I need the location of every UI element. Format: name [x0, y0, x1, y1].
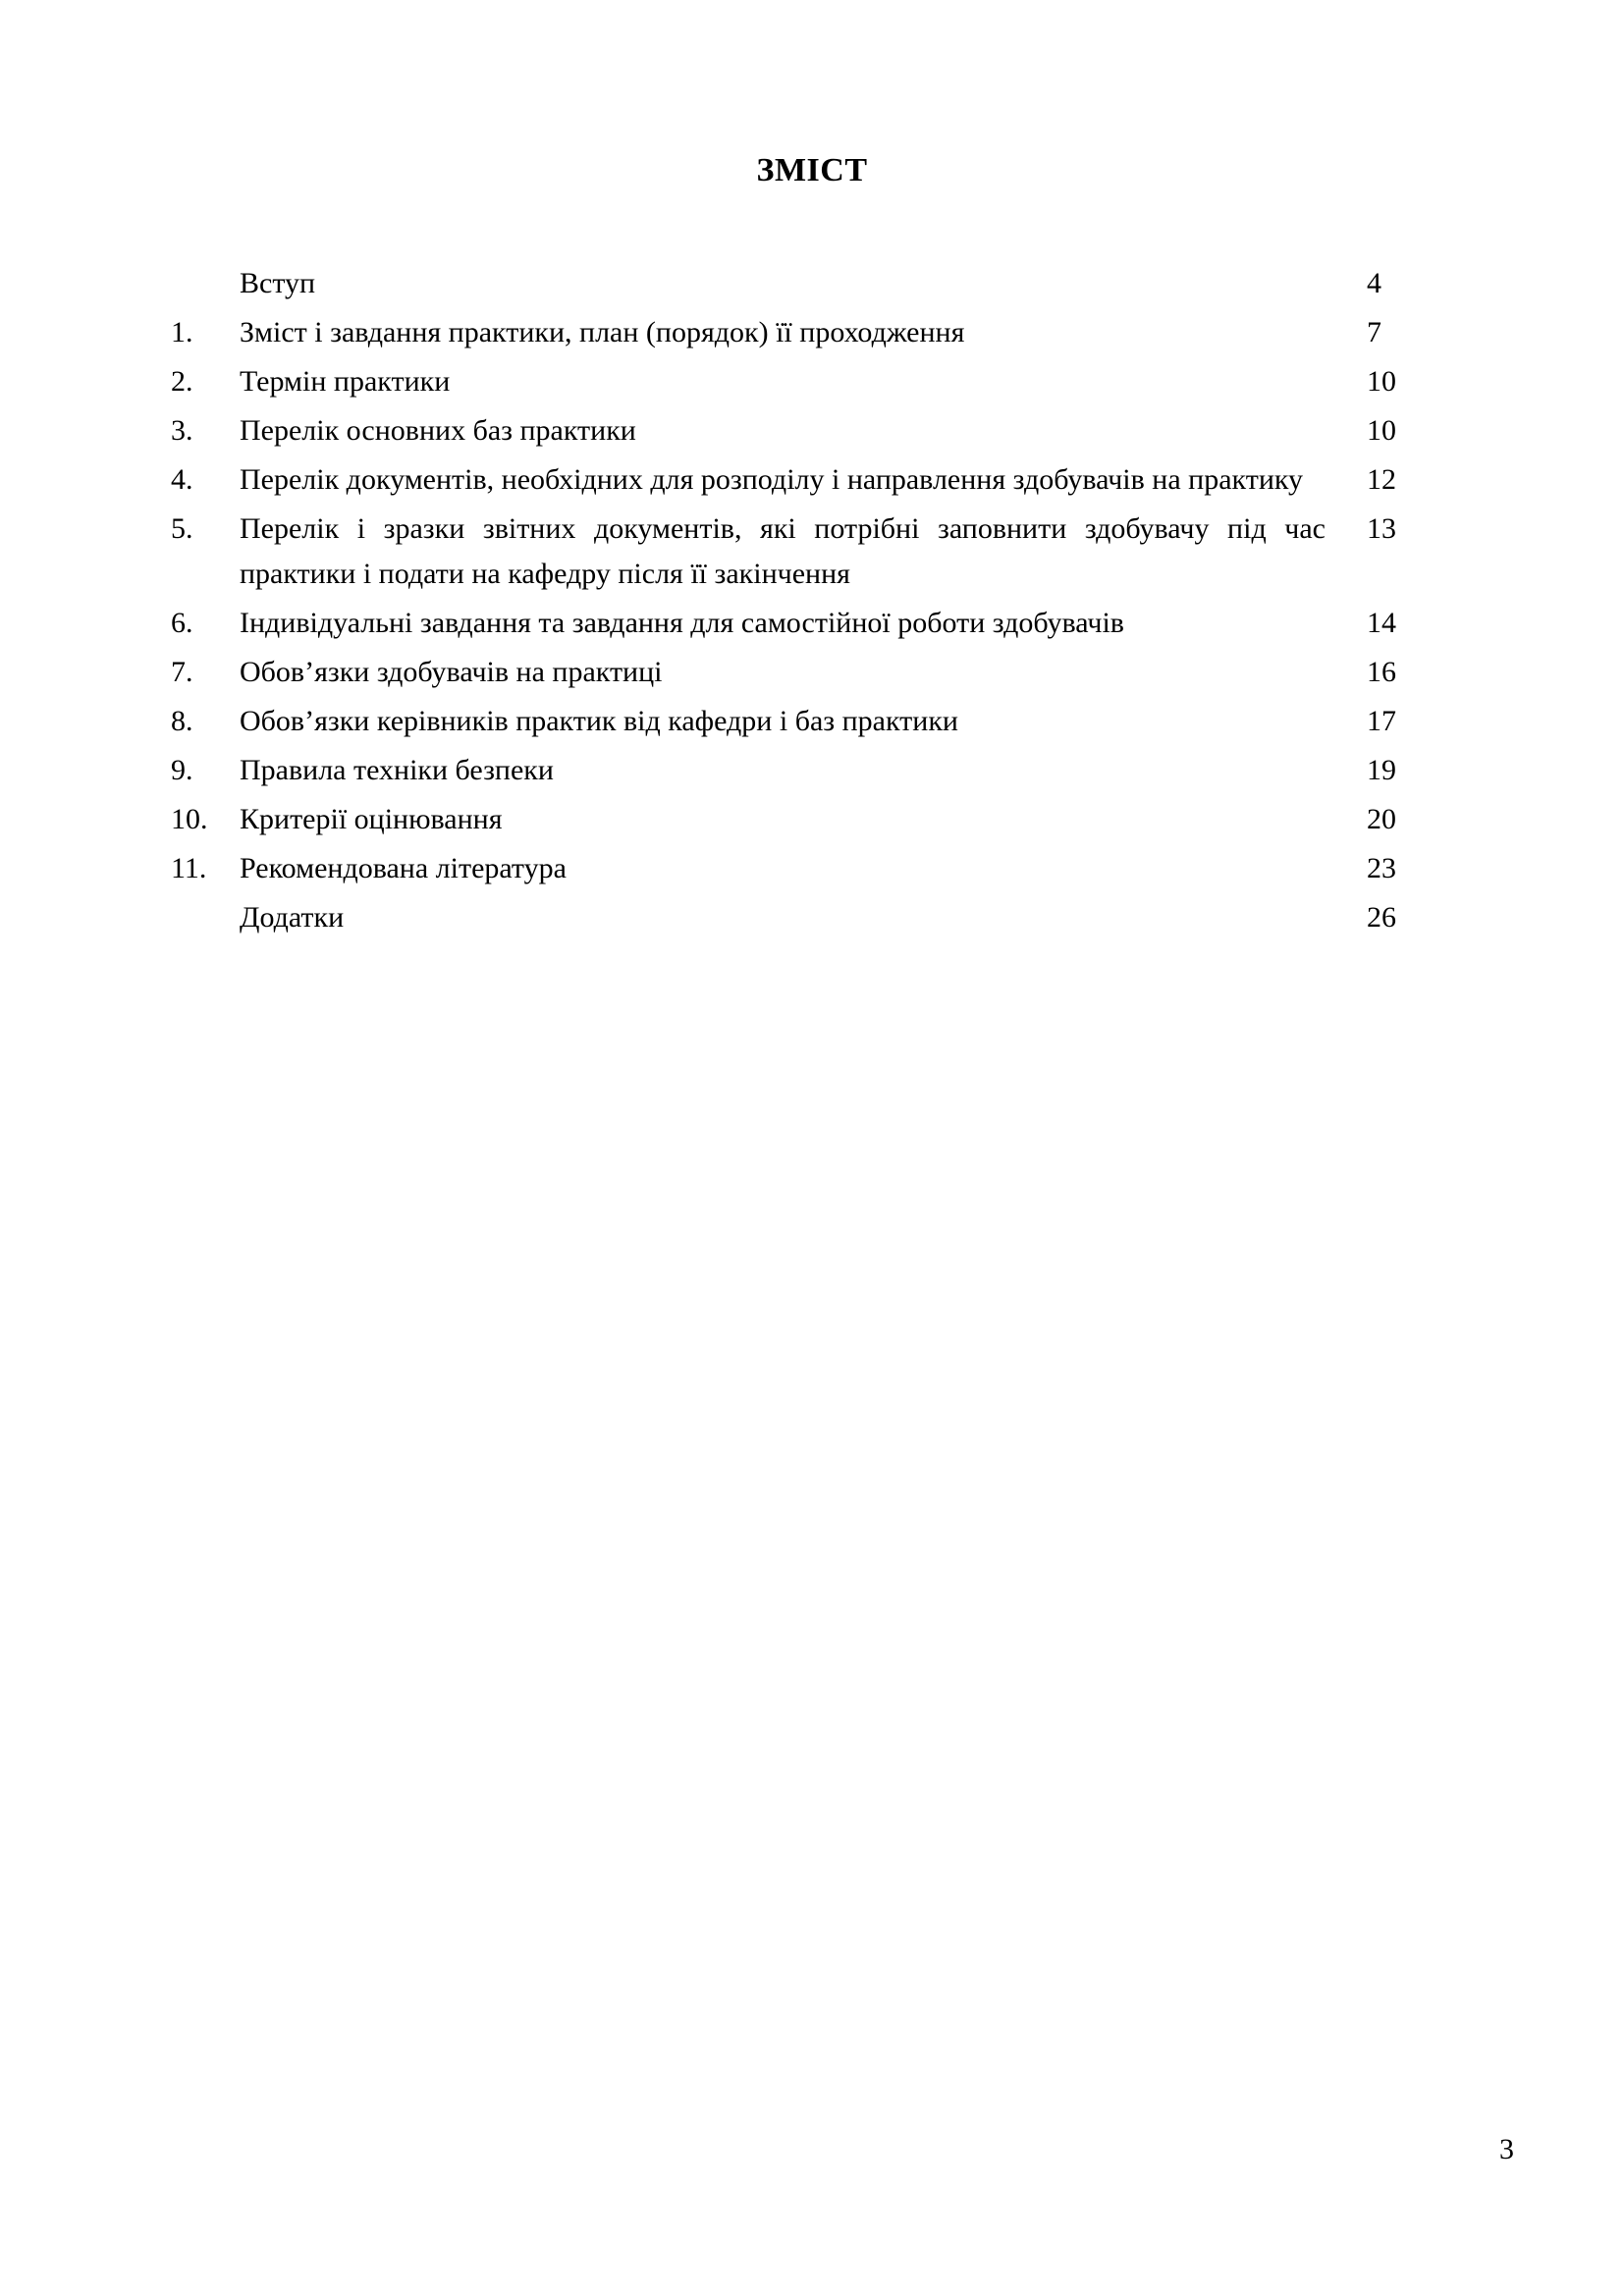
- toc-entry-page-number: 10: [1367, 365, 1396, 398]
- toc-row[interactable]: [169, 895, 1435, 940]
- toc-row[interactable]: [169, 650, 1435, 695]
- toc-row[interactable]: [169, 310, 1435, 355]
- toc-entry-page-number: 17: [1367, 705, 1396, 737]
- toc-row[interactable]: [169, 699, 1435, 744]
- toc-entry-page-number: 7: [1367, 316, 1381, 348]
- toc-entry-title[interactable]: Обов’язки здобувачів на практиці: [240, 656, 663, 688]
- toc-row[interactable]: [169, 601, 1435, 646]
- toc-entry-number: 4.: [171, 463, 193, 496]
- toc-entry-title[interactable]: Перелік документів, необхідних для розподілу і направлення здобувачів на практику: [240, 463, 1304, 496]
- toc-row[interactable]: [169, 408, 1435, 454]
- toc-row[interactable]: [169, 748, 1435, 793]
- toc-entry-title[interactable]: Зміст і завдання практики, план (порядок) її проходження: [240, 316, 965, 348]
- toc-entry-number: 9.: [171, 754, 193, 786]
- toc-entry-number: 6.: [171, 607, 193, 639]
- toc-entry-title[interactable]: Індивідуальні завдання та завдання для самостійної роботи здобувачів: [240, 607, 1124, 639]
- toc-entry-title[interactable]: Перелік і зразки звітних документів, які потрібні заповнити здобувачу під час практики і подати на кафедру після її закінчення: [240, 512, 1326, 590]
- toc-entry-number: 7.: [171, 656, 193, 688]
- toc-entry-number: 10.: [171, 803, 208, 835]
- toc-entry-page-number: 20: [1367, 803, 1396, 835]
- toc-entry-page-number: 19: [1367, 754, 1396, 786]
- toc-entry-title[interactable]: Обов’язки керівників практик від кафедри і баз практики: [240, 705, 958, 737]
- toc-entry-title[interactable]: Додатки: [240, 901, 345, 934]
- toc-entry-number: 3.: [171, 414, 193, 447]
- toc-entry-page-number: 23: [1367, 852, 1396, 884]
- toc-entry-title[interactable]: Рекомендована література: [240, 852, 567, 884]
- toc-entry-page-number: 4: [1367, 267, 1381, 299]
- toc-row[interactable]: [169, 261, 1435, 306]
- toc-entry-title[interactable]: Перелік основних баз практики: [240, 414, 636, 447]
- table-of-contents: [169, 261, 1435, 944]
- toc-entry-title[interactable]: Термін практики: [240, 365, 451, 398]
- toc-row[interactable]: [169, 359, 1435, 404]
- toc-entry-page-number: 12: [1367, 463, 1396, 496]
- toc-entry-number: 2.: [171, 365, 193, 398]
- toc-row[interactable]: [169, 507, 1435, 597]
- toc-entry-title[interactable]: Правила техніки безпеки: [240, 754, 554, 786]
- toc-entry-number: 8.: [171, 705, 193, 737]
- toc-entry-title[interactable]: Вступ: [240, 267, 316, 299]
- toc-entry-page-number: 13: [1367, 512, 1396, 545]
- toc-row[interactable]: [169, 457, 1435, 503]
- toc-entry-page-number: 16: [1367, 656, 1396, 688]
- toc-entry-number: 1.: [171, 316, 193, 348]
- toc-entry-number: 11.: [171, 852, 207, 884]
- toc-entry-page-number: 14: [1367, 607, 1396, 639]
- page-title: ЗМІСТ: [756, 152, 868, 188]
- toc-entry-page-number: 10: [1367, 414, 1396, 447]
- toc-entry-number: 5.: [171, 512, 193, 545]
- toc-entry-title[interactable]: Критерії оцінювання: [240, 803, 503, 835]
- toc-entry-page-number: 26: [1367, 901, 1396, 934]
- toc-row[interactable]: [169, 797, 1435, 842]
- toc-row[interactable]: [169, 846, 1435, 891]
- page-folio-number: 3: [1499, 2133, 1514, 2165]
